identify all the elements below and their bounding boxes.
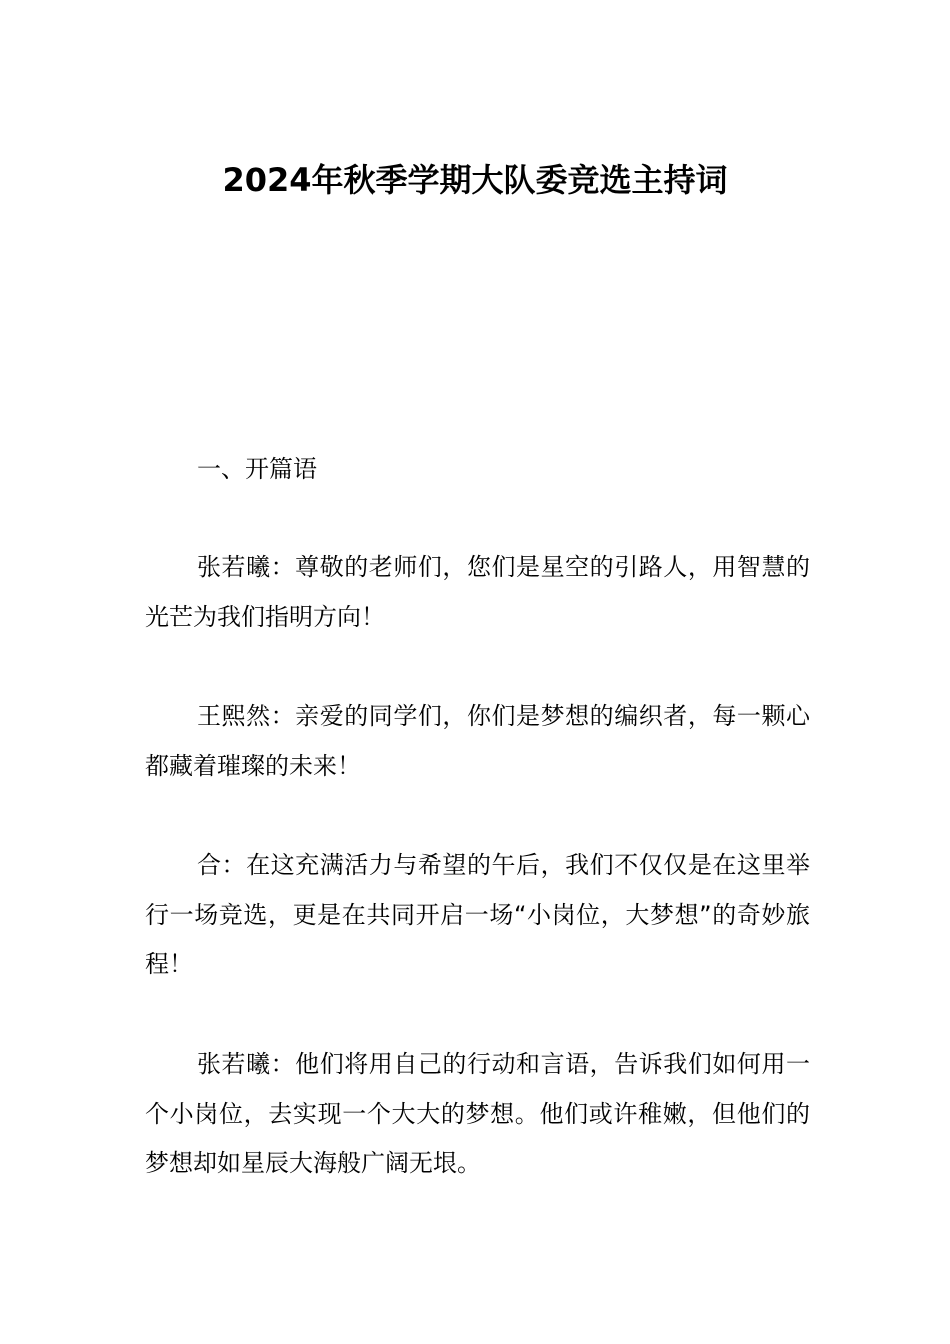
document-title: 2024年秋季学期大队委竞选主持词 [222, 161, 728, 199]
paragraph-3: 合：在这充满活力与希望的午后，我们不仅仅是在这里举行一场竞选，更是在共同开启一场“小岗位，大梦想”的奇妙旅程！ [145, 851, 810, 978]
paragraph-2: 王熙然：亲爱的同学们，你们是梦想的编织者，每一颗心都藏着璀璨的未来！ [145, 702, 810, 780]
paragraph-1: 张若曦：尊敬的老师们，您们是星空的引路人，用智慧的光芒为我们指明方向！ [145, 553, 810, 631]
section-heading: 一、开篇语 [197, 455, 317, 483]
paragraph-4: 张若曦：他们将用自己的行动和言语，告诉我们如何用一个小岗位，去实现一个大大的梦想。他们或许稚嫩，但他们的梦想却如星辰大海般广阔无垠。 [145, 1050, 810, 1177]
